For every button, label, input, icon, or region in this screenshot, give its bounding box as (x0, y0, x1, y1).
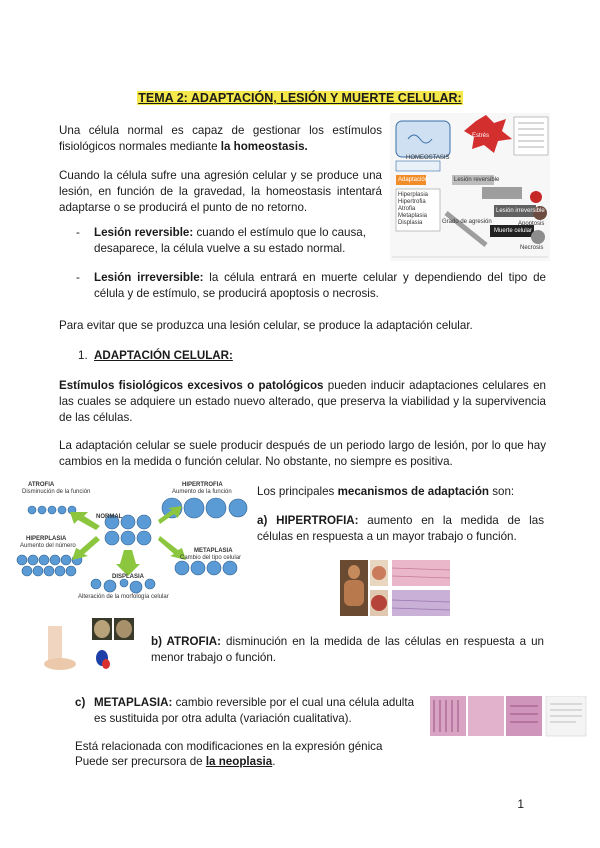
stimuli-text: pueden inducir adaptaciones celulares en las cuales se adquiere un estado nuevo alterado, que preserva la viabilidad y la supervivencia de las células. (59, 379, 546, 424)
adapt-atrofia-label: ATROFIA (28, 482, 55, 488)
mechanisms-text: Los principales (257, 485, 338, 498)
adaptation-paragraph: Para evitar que se produzca una lesión celular, se produce la adaptación celular. (59, 319, 473, 332)
adapt-hiperplasia-sub: Aumento del número (20, 543, 76, 549)
diagram-adaptation-label: Adaptación (398, 177, 429, 183)
stimuli-paragraph (59, 378, 546, 426)
hypertrophy-paragraph (257, 513, 544, 545)
adapt-metaplasia-label: METAPLASIA (194, 548, 233, 554)
gene-expression-line: Está relacionada con modificaciones en la expresión génica (75, 740, 383, 753)
adapt-hipertrofia-label: HIPERTROFIA (182, 482, 223, 488)
neoplasia-end: . (272, 755, 276, 768)
page-title (0, 90, 600, 106)
metaplasia-item (75, 695, 426, 727)
cell-injury-diagram (390, 113, 550, 261)
atrophy-label: b) ATROFIA: (151, 635, 222, 648)
diagram-item-2: Hipertrofia (398, 199, 426, 205)
adaptation-diagram (12, 478, 250, 604)
time-paragraph: La adaptación celular se suele producir después de un periodo largo de lesión, por lo que hay cambios en la medida o función celular. No obstante, no siempre es positiva. (59, 439, 546, 468)
adapt-displasia-sub: Alteración de la morfología celular (78, 594, 169, 600)
diagram-item-1: Hiperplasia (398, 192, 429, 198)
damage-paragraph: Cuando la célula sufre una agresión celular y se produce una lesión, en función de la gravedad, la homeostasis intentará adaptarse o se producirá el punto de no retorno. (59, 169, 382, 214)
metaplasia-marker: c) (75, 696, 86, 709)
diagram-item-3: Atrofia (398, 206, 416, 212)
adapt-normal-label: NORMAL (96, 514, 123, 520)
diagram-stress-label: Estrés (472, 133, 490, 139)
diagram-necrosis-label: Necrosis (520, 245, 544, 251)
atrophy-text: disminución en la medida de las células en respuesta a un menor trabajo o función. (151, 635, 544, 664)
diagram-apoptosis-label: Apoptosis (518, 221, 545, 227)
homeostasis-bold: la homeostasis. (220, 140, 308, 153)
page-number: 1 (517, 797, 524, 811)
bullet-reversible-text: cuando el estímulo que lo causa, desaparece, la célula vuelve a su estado normal. (94, 226, 366, 255)
bullet-reversible-bold: Lesión reversible: (94, 226, 194, 239)
title-text: TEMA 2: ADAPTACIÓN, LESIÓN Y MUERTE CELULAR: (138, 91, 462, 105)
diagram-irreversible-label: Lesión irreversible (496, 208, 545, 214)
diagram-death-label: Muerte celular (494, 228, 533, 234)
bullet-irreversible-bold: Lesión irreversible: (94, 271, 204, 284)
section-number: 1. (78, 349, 88, 362)
section-title: ADAPTACIÓN CELULAR: (94, 349, 233, 362)
hypertrophy-text: aumento en la medida de las células en respuesta a un mayor trabajo o función. (257, 514, 544, 543)
section-heading (78, 348, 233, 364)
adapt-hipertrofia-sub: Aumento de la función (172, 489, 232, 495)
bullet-reversible (76, 225, 382, 257)
diagram-grade-label: Grado de agresión (442, 219, 492, 225)
neoplasia-text: Puede ser precursora de (75, 755, 206, 768)
adapt-metaplasia-sub: Cambio del tipo celular (180, 555, 242, 561)
metaplasia-image (430, 696, 588, 742)
atrophy-paragraph (151, 634, 544, 666)
metaplasia-label: METAPLASIA: (94, 696, 173, 709)
adapt-displasia-label: DISPLASIA (112, 574, 145, 580)
intro-paragraph (59, 123, 382, 155)
neoplasia-line (75, 754, 275, 770)
diagram-reversible-label: Lesión reversible (454, 177, 500, 183)
adapt-atrofia-sub: Disminución de la función (22, 489, 91, 495)
adapt-hiperplasia-label: HIPERPLASIA (26, 536, 67, 542)
mechanisms-end: son: (488, 485, 515, 498)
hypertrophy-label: a) HIPERTROFIA: (257, 514, 359, 527)
diagram-item-4: Metaplasia (398, 213, 428, 219)
bullet-irreversible (76, 270, 546, 302)
diagram-homeostasis-label: HOMEOSTASIS (406, 155, 450, 161)
metaplasia-text: cambio reversible por el cual una célula adulta es sustituida por otra adulta (variación cualitativa). (94, 696, 415, 725)
stimuli-bold: Estímulos fisiológicos excesivos o patológicos (59, 379, 324, 392)
intro-text: Una célula normal es capaz de gestionar los estímulos fisiológicos normales mediante (59, 124, 382, 153)
hypertrophy-images (340, 560, 452, 620)
diagram-item-5: Displasia (398, 220, 423, 226)
bullet-dash: - (76, 226, 80, 239)
bullet-irreversible-text: la célula entrará en muerte celular y dependiendo del tipo de célula y de estímulo, se producirá apoptosis o necrosis. (94, 271, 546, 300)
bullet-dash: - (76, 271, 80, 284)
mechanisms-bold: mecanismos de adaptación (337, 485, 489, 498)
neoplasia-term: la neoplasia (205, 755, 273, 768)
atrophy-images (32, 618, 140, 678)
mechanisms-line (257, 484, 514, 500)
